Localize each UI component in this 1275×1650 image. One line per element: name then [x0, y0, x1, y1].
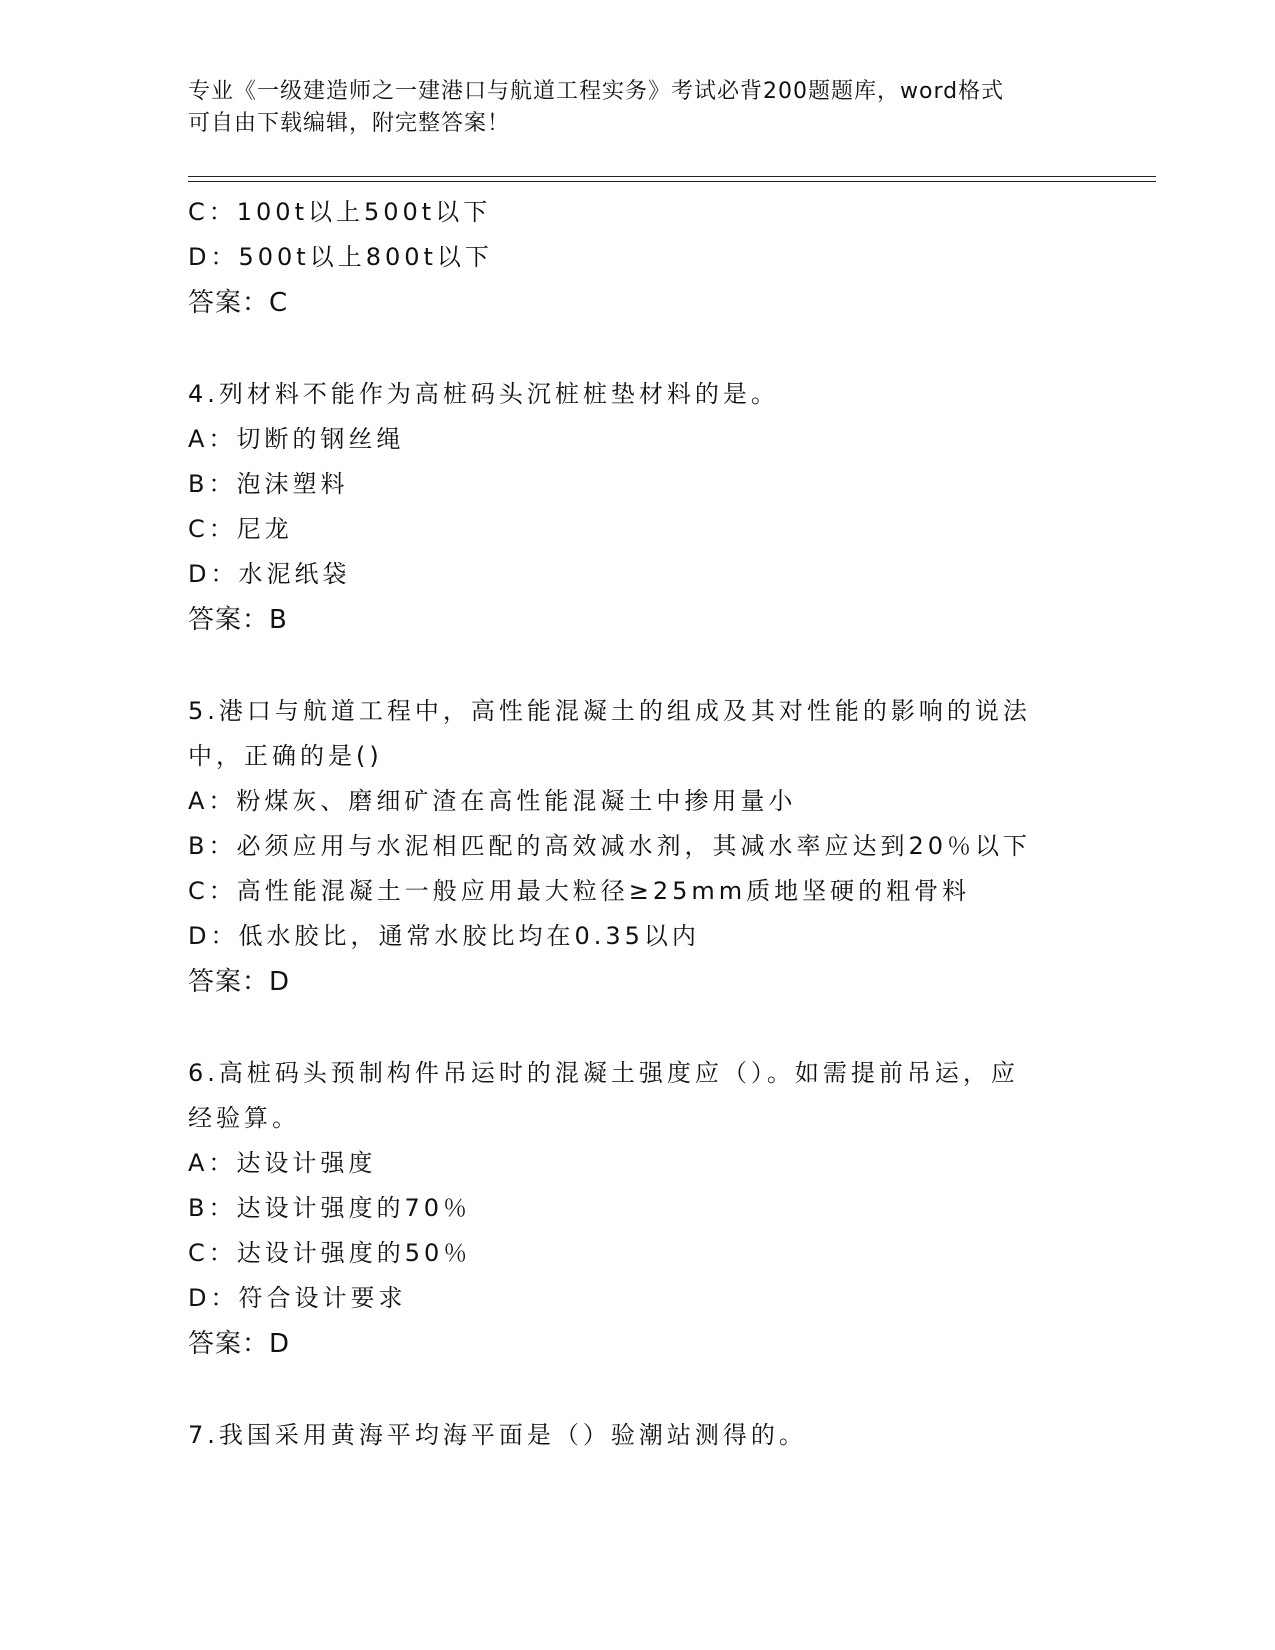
- document-header: [188, 76, 1088, 140]
- q6-option-a: A：达设计强度: [188, 1149, 377, 1177]
- question-3-fragment: [188, 190, 1088, 326]
- q7-stem: 7.我国采用黄海平均海平面是（）验潮站测得的。: [188, 1421, 807, 1449]
- q5-answer: 答案：D: [188, 967, 291, 997]
- spacer: [188, 1005, 1088, 1051]
- q4-stem: 4.列材料不能作为高桩码头沉桩桩垫材料的是。: [188, 380, 779, 408]
- header-title-line-2: 可自由下载编辑，附完整答案！: [188, 111, 511, 136]
- q4-option-d: D：水泥纸袋: [188, 560, 351, 588]
- q5-stem-line-1: 5.港口与航道工程中，高性能混凝土的组成及其对性能的影响的说法: [188, 697, 1031, 725]
- question-7: [188, 1413, 1088, 1458]
- q6-stem-line-1: 6.高桩码头预制构件吊运时的混凝土强度应（）。如需提前吊运，应: [188, 1059, 1019, 1087]
- q5-option-d: D：低水胶比，通常水胶比均在0.35以内: [188, 922, 700, 950]
- header-divider-bottom: [188, 181, 1156, 182]
- question-5: [188, 689, 1088, 1005]
- q6-option-d: D：符合设计要求: [188, 1284, 407, 1312]
- spacer: [188, 643, 1088, 689]
- q4-answer: 答案：B: [188, 605, 288, 635]
- q5-option-c: C：高性能混凝土一般应用最大粒径≥25mm质地坚硬的粗骨料: [188, 877, 971, 905]
- header-divider-top: [188, 176, 1156, 177]
- q3-option-d: D：500t以上800t以下: [188, 243, 493, 271]
- spacer: [188, 1367, 1088, 1413]
- q6-option-b: B：达设计强度的70％: [188, 1194, 472, 1222]
- spacer: [188, 326, 1088, 372]
- question-4: [188, 372, 1088, 643]
- q3-answer: 答案：C: [188, 288, 289, 318]
- header-title-line-1: 专业《一级建造师之一建港口与航道工程实务》考试必背200题题库，word格式: [188, 79, 1005, 104]
- q5-option-b: B：必须应用与水泥相匹配的高效减水剂，其减水率应达到20％以下: [188, 832, 1032, 860]
- question-6: [188, 1051, 1088, 1367]
- q4-option-a: A：切断的钢丝绳: [188, 425, 405, 453]
- q6-answer: 答案：D: [188, 1329, 291, 1359]
- q4-option-b: B：泡沫塑料: [188, 470, 349, 498]
- q5-stem-line-2: 中，正确的是(): [188, 742, 383, 770]
- q5-option-a: A：粉煤灰、磨细矿渣在高性能混凝土中掺用量小: [188, 787, 797, 815]
- q4-option-c: C：尼龙: [188, 515, 293, 543]
- question-list: [188, 190, 1088, 1458]
- q6-stem-line-2: 经验算。: [188, 1104, 300, 1132]
- q6-option-c: C：达设计强度的50％: [188, 1239, 472, 1267]
- q3-option-c: C：100t以上500t以下: [188, 198, 492, 226]
